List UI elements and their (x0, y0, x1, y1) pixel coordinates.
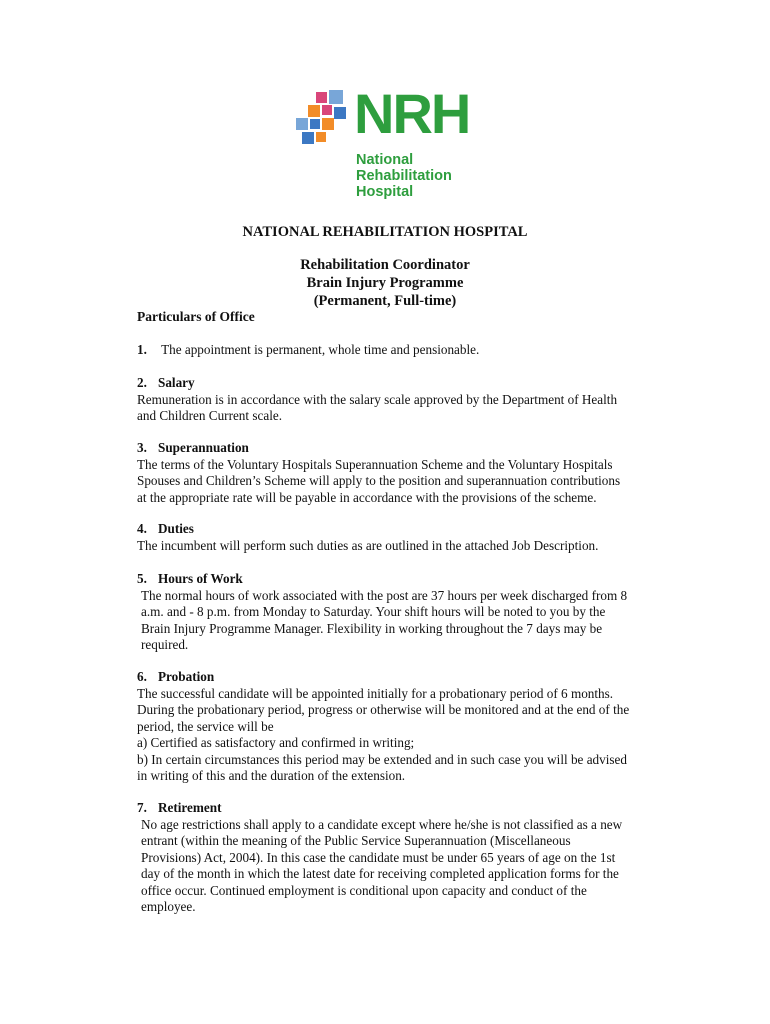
section-line: The terms of the Voluntary Hospitals Superannuation Scheme and the Voluntary Hospitals (137, 456, 613, 472)
section-retirement (137, 800, 657, 916)
section-heading: 2. Salary (137, 375, 195, 390)
section-line: day of the month in which the latest date for receiving completed application forms for the (141, 866, 619, 881)
section-line: Brain Injury Programme Manager. Flexibility in working throughout the 7 days may be (141, 620, 603, 636)
section-line: The successful candidate will be appointed initially for a probationary period of 6 months. (137, 685, 614, 701)
section-heading: 5. Hours of Work (137, 571, 243, 586)
section-duties (137, 521, 657, 554)
section-salary (137, 375, 657, 425)
particulars-heading: Particulars of Office (137, 309, 255, 324)
section-heading: 4. Duties (137, 521, 194, 536)
document-title: NATIONAL REHABILITATION HOSPITAL (242, 224, 528, 240)
section-heading: 6. Probation (137, 669, 215, 684)
section-line: b) In certain circumstances this period may be extended and in such case you will be advised (137, 751, 627, 767)
section-line: a) Certified as satisfactory and confirmed in writing; (137, 735, 415, 750)
job-title-line: Rehabilitation Coordinator (300, 257, 470, 273)
logo-letters: NRH (354, 82, 470, 145)
section-line: and Children Current scale. (137, 408, 283, 423)
logo-name-line: Rehabilitation (356, 168, 452, 184)
section-line: required. (141, 637, 189, 652)
section-line: No age restrictions shall apply to a candidate except where he/she is not classified as a new (141, 816, 623, 832)
section-appointment (137, 342, 657, 359)
section-heading: 3. Superannuation (137, 440, 249, 455)
section-line: a.m. and - 8 p.m. from Monday to Saturday. Your shift hours will be noted to you by the (141, 604, 606, 619)
job-title-line: (Permanent, Full-time) (313, 293, 457, 309)
section-line: at the appropriate rate will be payable in accordance with the provisions of the scheme. (137, 489, 597, 505)
logo-name-line: National (356, 152, 414, 168)
logo-mosaic-icon (294, 90, 354, 150)
section-line: The incumbent will perform such duties as are outlined in the attached Job Description. (137, 537, 599, 553)
section-line: Provisions) Act, 2004). In this case the candidate must be under 65 years of age on the 1st (141, 849, 616, 865)
nrh-logo (294, 82, 484, 202)
section-number: 1. (137, 342, 147, 357)
job-title-line: Brain Injury Programme (306, 275, 464, 291)
section-probation (137, 669, 657, 785)
section-line: entrant (within the meaning of the Public Service Superannuation (Miscellaneous (141, 833, 571, 848)
section-line: During the probationary period, progress or otherwise will be monitored and at the end of the (137, 702, 630, 717)
section-line: The normal hours of work associated with the post are 37 hours per week discharged from 8 (141, 587, 628, 603)
section-line: period, the service will be (137, 718, 274, 734)
section-line: Spouses and Children’s Scheme will apply to the position and superannuation contributions (137, 473, 621, 488)
section-line: in writing of this and the duration of the extension. (137, 768, 406, 783)
section-text: The appointment is permanent, whole time and pensionable. (161, 342, 480, 357)
logo-name-line: Hospital (356, 184, 414, 200)
job-title-block (0, 256, 770, 310)
section-hours-of-work (137, 571, 657, 654)
section-heading: 7. Retirement (137, 800, 222, 815)
section-line: Remuneration is in accordance with the salary scale approved by the Department of Health (137, 391, 618, 407)
logo-hospital-name (356, 152, 452, 200)
section-superannuation (137, 440, 657, 506)
section-line: office occur. Continued employment is conditional upon capacity and conduct of the (141, 882, 587, 898)
section-line: employee. (141, 899, 196, 914)
